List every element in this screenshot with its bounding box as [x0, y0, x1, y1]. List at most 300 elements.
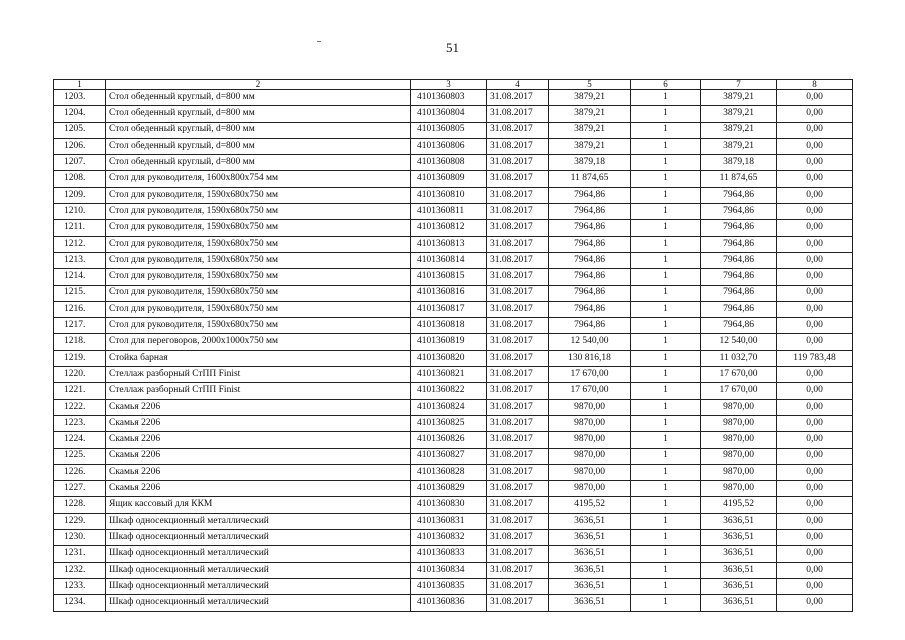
depreciation-cell: 11 874,65 [701, 171, 777, 187]
date-cell: 31.08.2017 [487, 106, 549, 122]
initial-cost-cell: 3879,21 [549, 122, 631, 138]
residual-value-cell: 0,00 [777, 90, 853, 106]
item-name-cell: Стол обеденный круглый, d=800 мм [106, 106, 411, 122]
inventory-code-cell: 4101360817 [411, 301, 487, 317]
inventory-code-cell: 4101360819 [411, 334, 487, 350]
row-number-cell: 1232. [54, 562, 106, 578]
date-cell: 31.08.2017 [487, 350, 549, 366]
residual-value-cell: 0,00 [777, 481, 853, 497]
row-number-cell: 1227. [54, 481, 106, 497]
initial-cost-cell: 17 670,00 [549, 367, 631, 383]
inventory-code-cell: 4101360833 [411, 546, 487, 562]
item-name-cell: Скамья 2206 [106, 399, 411, 415]
residual-value-cell: 0,00 [777, 383, 853, 399]
row-number-cell: 1217. [54, 318, 106, 334]
table-row [54, 204, 853, 220]
inventory-code-cell: 4101360818 [411, 318, 487, 334]
inventory-code-cell: 4101360824 [411, 399, 487, 415]
row-number-cell: 1204. [54, 106, 106, 122]
item-name-cell: Скамья 2206 [106, 464, 411, 480]
item-name-cell: Скамья 2206 [106, 432, 411, 448]
residual-value-cell: 0,00 [777, 530, 853, 546]
column-header: 5 [549, 80, 631, 90]
residual-value-cell: 0,00 [777, 318, 853, 334]
inventory-code-cell: 4101360806 [411, 138, 487, 154]
initial-cost-cell: 7964,86 [549, 269, 631, 285]
inventory-code-cell: 4101360828 [411, 464, 487, 480]
residual-value-cell: 119 783,48 [777, 350, 853, 366]
column-header: 1 [54, 80, 106, 90]
date-cell: 31.08.2017 [487, 497, 549, 513]
initial-cost-cell: 7964,86 [549, 236, 631, 252]
initial-cost-cell: 130 816,18 [549, 350, 631, 366]
date-cell: 31.08.2017 [487, 367, 549, 383]
date-cell: 31.08.2017 [487, 90, 549, 106]
initial-cost-cell: 9870,00 [549, 399, 631, 415]
depreciation-cell: 9870,00 [701, 448, 777, 464]
row-number-cell: 1226. [54, 464, 106, 480]
date-cell: 31.08.2017 [487, 220, 549, 236]
item-name-cell: Стол для руководителя, 1590х680х750 мм [106, 301, 411, 317]
depreciation-cell: 3879,18 [701, 155, 777, 171]
initial-cost-cell: 7964,86 [549, 285, 631, 301]
item-name-cell: Стол для руководителя, 1590х680х750 мм [106, 285, 411, 301]
date-cell: 31.08.2017 [487, 204, 549, 220]
inventory-code-cell: 4101360834 [411, 562, 487, 578]
column-header: 4 [487, 80, 549, 90]
table-row [54, 595, 853, 611]
initial-cost-cell: 7964,86 [549, 204, 631, 220]
residual-value-cell: 0,00 [777, 236, 853, 252]
initial-cost-cell: 7964,86 [549, 301, 631, 317]
row-number-cell: 1203. [54, 90, 106, 106]
row-number-cell: 1228. [54, 497, 106, 513]
residual-value-cell: 0,00 [777, 187, 853, 203]
table-row [54, 432, 853, 448]
residual-value-cell: 0,00 [777, 595, 853, 611]
initial-cost-cell: 3636,51 [549, 595, 631, 611]
item-name-cell: Стеллаж разборный СтПП Finist [106, 367, 411, 383]
initial-cost-cell: 9870,00 [549, 448, 631, 464]
row-number-cell: 1229. [54, 513, 106, 529]
table-row [54, 138, 853, 154]
quantity-cell: 1 [631, 155, 701, 171]
inventory-code-cell: 4101360832 [411, 530, 487, 546]
residual-value-cell: 0,00 [777, 252, 853, 268]
inventory-code-cell: 4101360822 [411, 383, 487, 399]
date-cell: 31.08.2017 [487, 530, 549, 546]
initial-cost-cell: 3636,51 [549, 562, 631, 578]
inventory-code-cell: 4101360829 [411, 481, 487, 497]
residual-value-cell: 0,00 [777, 155, 853, 171]
residual-value-cell: 0,00 [777, 546, 853, 562]
initial-cost-cell: 9870,00 [549, 432, 631, 448]
depreciation-cell: 7964,86 [701, 220, 777, 236]
row-number-cell: 1220. [54, 367, 106, 383]
initial-cost-cell: 3879,21 [549, 90, 631, 106]
item-name-cell: Скамья 2206 [106, 448, 411, 464]
initial-cost-cell: 3636,51 [549, 578, 631, 594]
date-cell: 31.08.2017 [487, 415, 549, 431]
table-row [54, 236, 853, 252]
initial-cost-cell: 7964,86 [549, 220, 631, 236]
quantity-cell: 1 [631, 187, 701, 203]
inventory-code-cell: 4101360811 [411, 204, 487, 220]
quantity-cell: 1 [631, 448, 701, 464]
row-number-cell: 1230. [54, 530, 106, 546]
residual-value-cell: 0,00 [777, 269, 853, 285]
initial-cost-cell: 12 540,00 [549, 334, 631, 350]
residual-value-cell: 0,00 [777, 334, 853, 350]
item-name-cell: Шкаф односекционный металлический [106, 578, 411, 594]
date-cell: 31.08.2017 [487, 383, 549, 399]
column-number-row [54, 80, 853, 90]
initial-cost-cell: 7964,86 [549, 187, 631, 203]
table-row [54, 383, 853, 399]
table-row [54, 350, 853, 366]
row-number-cell: 1207. [54, 155, 106, 171]
depreciation-cell: 4195,52 [701, 497, 777, 513]
date-cell: 31.08.2017 [487, 513, 549, 529]
residual-value-cell: 0,00 [777, 122, 853, 138]
residual-value-cell: 0,00 [777, 513, 853, 529]
item-name-cell: Стол обеденный круглый, d=800 мм [106, 122, 411, 138]
inventory-code-cell: 4101360803 [411, 90, 487, 106]
quantity-cell: 1 [631, 399, 701, 415]
quantity-cell: 1 [631, 334, 701, 350]
item-name-cell: Шкаф односекционный металлический [106, 513, 411, 529]
inventory-code-cell: 4101360805 [411, 122, 487, 138]
item-name-cell: Стеллаж разборный СтПП Finist [106, 383, 411, 399]
depreciation-cell: 3636,51 [701, 513, 777, 529]
depreciation-cell: 7964,86 [701, 236, 777, 252]
inventory-code-cell: 4101360830 [411, 497, 487, 513]
initial-cost-cell: 3636,51 [549, 530, 631, 546]
table-row [54, 269, 853, 285]
depreciation-cell: 3879,21 [701, 138, 777, 154]
depreciation-cell: 12 540,00 [701, 334, 777, 350]
quantity-cell: 1 [631, 578, 701, 594]
quantity-cell: 1 [631, 301, 701, 317]
table-row [54, 122, 853, 138]
quantity-cell: 1 [631, 497, 701, 513]
quantity-cell: 1 [631, 595, 701, 611]
item-name-cell: Шкаф односекционный металлический [106, 595, 411, 611]
inventory-code-cell: 4101360816 [411, 285, 487, 301]
row-number-cell: 1224. [54, 432, 106, 448]
column-header: 3 [411, 80, 487, 90]
residual-value-cell: 0,00 [777, 399, 853, 415]
date-cell: 31.08.2017 [487, 595, 549, 611]
row-number-cell: 1208. [54, 171, 106, 187]
inventory-code-cell: 4101360826 [411, 432, 487, 448]
quantity-cell: 1 [631, 367, 701, 383]
row-number-cell: 1212. [54, 236, 106, 252]
depreciation-cell: 9870,00 [701, 432, 777, 448]
row-number-cell: 1205. [54, 122, 106, 138]
inventory-code-cell: 4101360814 [411, 252, 487, 268]
table-row [54, 301, 853, 317]
item-name-cell: Стол для переговоров, 2000х1000х750 мм [106, 334, 411, 350]
initial-cost-cell: 3636,51 [549, 546, 631, 562]
residual-value-cell: 0,00 [777, 432, 853, 448]
item-name-cell: Стол для руководителя, 1590х680х750 мм [106, 187, 411, 203]
quantity-cell: 1 [631, 513, 701, 529]
quantity-cell: 1 [631, 220, 701, 236]
quantity-cell: 1 [631, 171, 701, 187]
initial-cost-cell: 9870,00 [549, 464, 631, 480]
table-row [54, 497, 853, 513]
quantity-cell: 1 [631, 546, 701, 562]
table-row [54, 464, 853, 480]
row-number-cell: 1225. [54, 448, 106, 464]
date-cell: 31.08.2017 [487, 187, 549, 203]
depreciation-cell: 9870,00 [701, 415, 777, 431]
residual-value-cell: 0,00 [777, 106, 853, 122]
depreciation-cell: 3879,21 [701, 122, 777, 138]
row-number-cell: 1222. [54, 399, 106, 415]
row-number-cell: 1234. [54, 595, 106, 611]
date-cell: 31.08.2017 [487, 155, 549, 171]
quantity-cell: 1 [631, 90, 701, 106]
item-name-cell: Стол для руководителя, 1590х680х750 мм [106, 204, 411, 220]
inventory-code-cell: 4101360827 [411, 448, 487, 464]
initial-cost-cell: 9870,00 [549, 481, 631, 497]
date-cell: 31.08.2017 [487, 252, 549, 268]
date-cell: 31.08.2017 [487, 171, 549, 187]
row-number-cell: 1206. [54, 138, 106, 154]
quantity-cell: 1 [631, 269, 701, 285]
quantity-cell: 1 [631, 562, 701, 578]
date-cell: 31.08.2017 [487, 432, 549, 448]
item-name-cell: Стол обеденный круглый, d=800 мм [106, 90, 411, 106]
date-cell: 31.08.2017 [487, 285, 549, 301]
date-cell: 31.08.2017 [487, 481, 549, 497]
inventory-code-cell: 4101360836 [411, 595, 487, 611]
depreciation-cell: 3879,21 [701, 90, 777, 106]
row-number-cell: 1216. [54, 301, 106, 317]
depreciation-cell: 7964,86 [701, 187, 777, 203]
date-cell: 31.08.2017 [487, 546, 549, 562]
quantity-cell: 1 [631, 383, 701, 399]
quantity-cell: 1 [631, 285, 701, 301]
item-name-cell: Шкаф односекционный металлический [106, 546, 411, 562]
row-number-cell: 1223. [54, 415, 106, 431]
item-name-cell: Стол для руководителя, 1590х680х750 мм [106, 220, 411, 236]
depreciation-cell: 7964,86 [701, 269, 777, 285]
residual-value-cell: 0,00 [777, 562, 853, 578]
row-number-cell: 1221. [54, 383, 106, 399]
row-number-cell: 1214. [54, 269, 106, 285]
depreciation-cell: 3636,51 [701, 578, 777, 594]
table-row [54, 578, 853, 594]
inventory-code-cell: 4101360815 [411, 269, 487, 285]
table-body [54, 90, 853, 612]
depreciation-cell: 7964,86 [701, 301, 777, 317]
depreciation-cell: 3636,51 [701, 562, 777, 578]
table-row [54, 367, 853, 383]
table-row [54, 252, 853, 268]
initial-cost-cell: 7964,86 [549, 318, 631, 334]
table-row [54, 399, 853, 415]
table-row [54, 155, 853, 171]
inventory-code-cell: 4101360835 [411, 578, 487, 594]
row-number-cell: 1215. [54, 285, 106, 301]
quantity-cell: 1 [631, 432, 701, 448]
initial-cost-cell: 3879,21 [549, 138, 631, 154]
date-cell: 31.08.2017 [487, 122, 549, 138]
table-row [54, 481, 853, 497]
date-cell: 31.08.2017 [487, 334, 549, 350]
initial-cost-cell: 4195,52 [549, 497, 631, 513]
depreciation-cell: 7964,86 [701, 285, 777, 301]
date-cell: 31.08.2017 [487, 318, 549, 334]
residual-value-cell: 0,00 [777, 220, 853, 236]
depreciation-cell: 7964,86 [701, 252, 777, 268]
page-number: 51 [446, 40, 459, 55]
table-row [54, 448, 853, 464]
quantity-cell: 1 [631, 350, 701, 366]
quantity-cell: 1 [631, 464, 701, 480]
table-row [54, 513, 853, 529]
date-cell: 31.08.2017 [487, 578, 549, 594]
date-cell: 31.08.2017 [487, 301, 549, 317]
depreciation-cell: 7964,86 [701, 318, 777, 334]
date-cell: 31.08.2017 [487, 464, 549, 480]
depreciation-cell: 11 032,70 [701, 350, 777, 366]
residual-value-cell: 0,00 [777, 578, 853, 594]
item-name-cell: Скамья 2206 [106, 481, 411, 497]
item-name-cell: Скамья 2206 [106, 415, 411, 431]
scan-speck [317, 41, 321, 42]
table-row [54, 334, 853, 350]
item-name-cell: Стол для руководителя, 1590х680х750 мм [106, 252, 411, 268]
table-row [54, 318, 853, 334]
initial-cost-cell: 3879,18 [549, 155, 631, 171]
initial-cost-cell: 11 874,65 [549, 171, 631, 187]
table-row [54, 285, 853, 301]
date-cell: 31.08.2017 [487, 562, 549, 578]
column-header: 2 [106, 80, 411, 90]
item-name-cell: Стол для руководителя, 1590х680х750 мм [106, 318, 411, 334]
inventory-code-cell: 4101360804 [411, 106, 487, 122]
residual-value-cell: 0,00 [777, 415, 853, 431]
quantity-cell: 1 [631, 318, 701, 334]
residual-value-cell: 0,00 [777, 138, 853, 154]
row-number-cell: 1210. [54, 204, 106, 220]
column-header: 6 [631, 80, 701, 90]
inventory-code-cell: 4101360809 [411, 171, 487, 187]
initial-cost-cell: 7964,86 [549, 252, 631, 268]
quantity-cell: 1 [631, 138, 701, 154]
depreciation-cell: 9870,00 [701, 399, 777, 415]
inventory-table [53, 79, 853, 612]
inventory-code-cell: 4101360821 [411, 367, 487, 383]
item-name-cell: Стол для руководителя, 1590х680х750 мм [106, 236, 411, 252]
depreciation-cell: 3636,51 [701, 546, 777, 562]
quantity-cell: 1 [631, 415, 701, 431]
residual-value-cell: 0,00 [777, 204, 853, 220]
quantity-cell: 1 [631, 252, 701, 268]
inventory-code-cell: 4101360831 [411, 513, 487, 529]
date-cell: 31.08.2017 [487, 138, 549, 154]
table-row [54, 171, 853, 187]
quantity-cell: 1 [631, 481, 701, 497]
residual-value-cell: 0,00 [777, 464, 853, 480]
table-row [54, 220, 853, 236]
item-name-cell: Стол для руководителя, 1590х680х750 мм [106, 269, 411, 285]
row-number-cell: 1233. [54, 578, 106, 594]
depreciation-cell: 9870,00 [701, 481, 777, 497]
inventory-code-cell: 4101360808 [411, 155, 487, 171]
inventory-code-cell: 4101360825 [411, 415, 487, 431]
depreciation-cell: 3636,51 [701, 595, 777, 611]
date-cell: 31.08.2017 [487, 236, 549, 252]
row-number-cell: 1219. [54, 350, 106, 366]
quantity-cell: 1 [631, 204, 701, 220]
depreciation-cell: 9870,00 [701, 464, 777, 480]
row-number-cell: 1231. [54, 546, 106, 562]
table-row [54, 415, 853, 431]
date-cell: 31.08.2017 [487, 448, 549, 464]
table-row [54, 90, 853, 106]
residual-value-cell: 0,00 [777, 171, 853, 187]
inventory-code-cell: 4101360812 [411, 220, 487, 236]
residual-value-cell: 0,00 [777, 285, 853, 301]
initial-cost-cell: 3636,51 [549, 513, 631, 529]
table-row [54, 562, 853, 578]
residual-value-cell: 0,00 [777, 367, 853, 383]
row-number-cell: 1209. [54, 187, 106, 203]
depreciation-cell: 3879,21 [701, 106, 777, 122]
date-cell: 31.08.2017 [487, 269, 549, 285]
row-number-cell: 1218. [54, 334, 106, 350]
item-name-cell: Стол обеденный круглый, d=800 мм [106, 138, 411, 154]
date-cell: 31.08.2017 [487, 399, 549, 415]
item-name-cell: Стойка барная [106, 350, 411, 366]
inventory-code-cell: 4101360813 [411, 236, 487, 252]
item-name-cell: Шкаф односекционный металлический [106, 530, 411, 546]
depreciation-cell: 7964,86 [701, 204, 777, 220]
quantity-cell: 1 [631, 530, 701, 546]
table-row [54, 187, 853, 203]
depreciation-cell: 3636,51 [701, 530, 777, 546]
row-number-cell: 1213. [54, 252, 106, 268]
item-name-cell: Шкаф односекционный металлический [106, 562, 411, 578]
depreciation-cell: 17 670,00 [701, 383, 777, 399]
item-name-cell: Стол для руководителя, 1600х800х754 мм [106, 171, 411, 187]
inventory-code-cell: 4101360810 [411, 187, 487, 203]
residual-value-cell: 0,00 [777, 301, 853, 317]
item-name-cell: Ящик кассовый для ККМ [106, 497, 411, 513]
quantity-cell: 1 [631, 122, 701, 138]
column-header: 8 [777, 80, 853, 90]
residual-value-cell: 0,00 [777, 448, 853, 464]
item-name-cell: Стол обеденный круглый, d=800 мм [106, 155, 411, 171]
depreciation-cell: 17 670,00 [701, 367, 777, 383]
quantity-cell: 1 [631, 106, 701, 122]
initial-cost-cell: 9870,00 [549, 415, 631, 431]
table-row [54, 106, 853, 122]
initial-cost-cell: 17 670,00 [549, 383, 631, 399]
inventory-code-cell: 4101360820 [411, 350, 487, 366]
column-header: 7 [701, 80, 777, 90]
quantity-cell: 1 [631, 236, 701, 252]
residual-value-cell: 0,00 [777, 497, 853, 513]
table-row [54, 530, 853, 546]
initial-cost-cell: 3879,21 [549, 106, 631, 122]
table-row [54, 546, 853, 562]
